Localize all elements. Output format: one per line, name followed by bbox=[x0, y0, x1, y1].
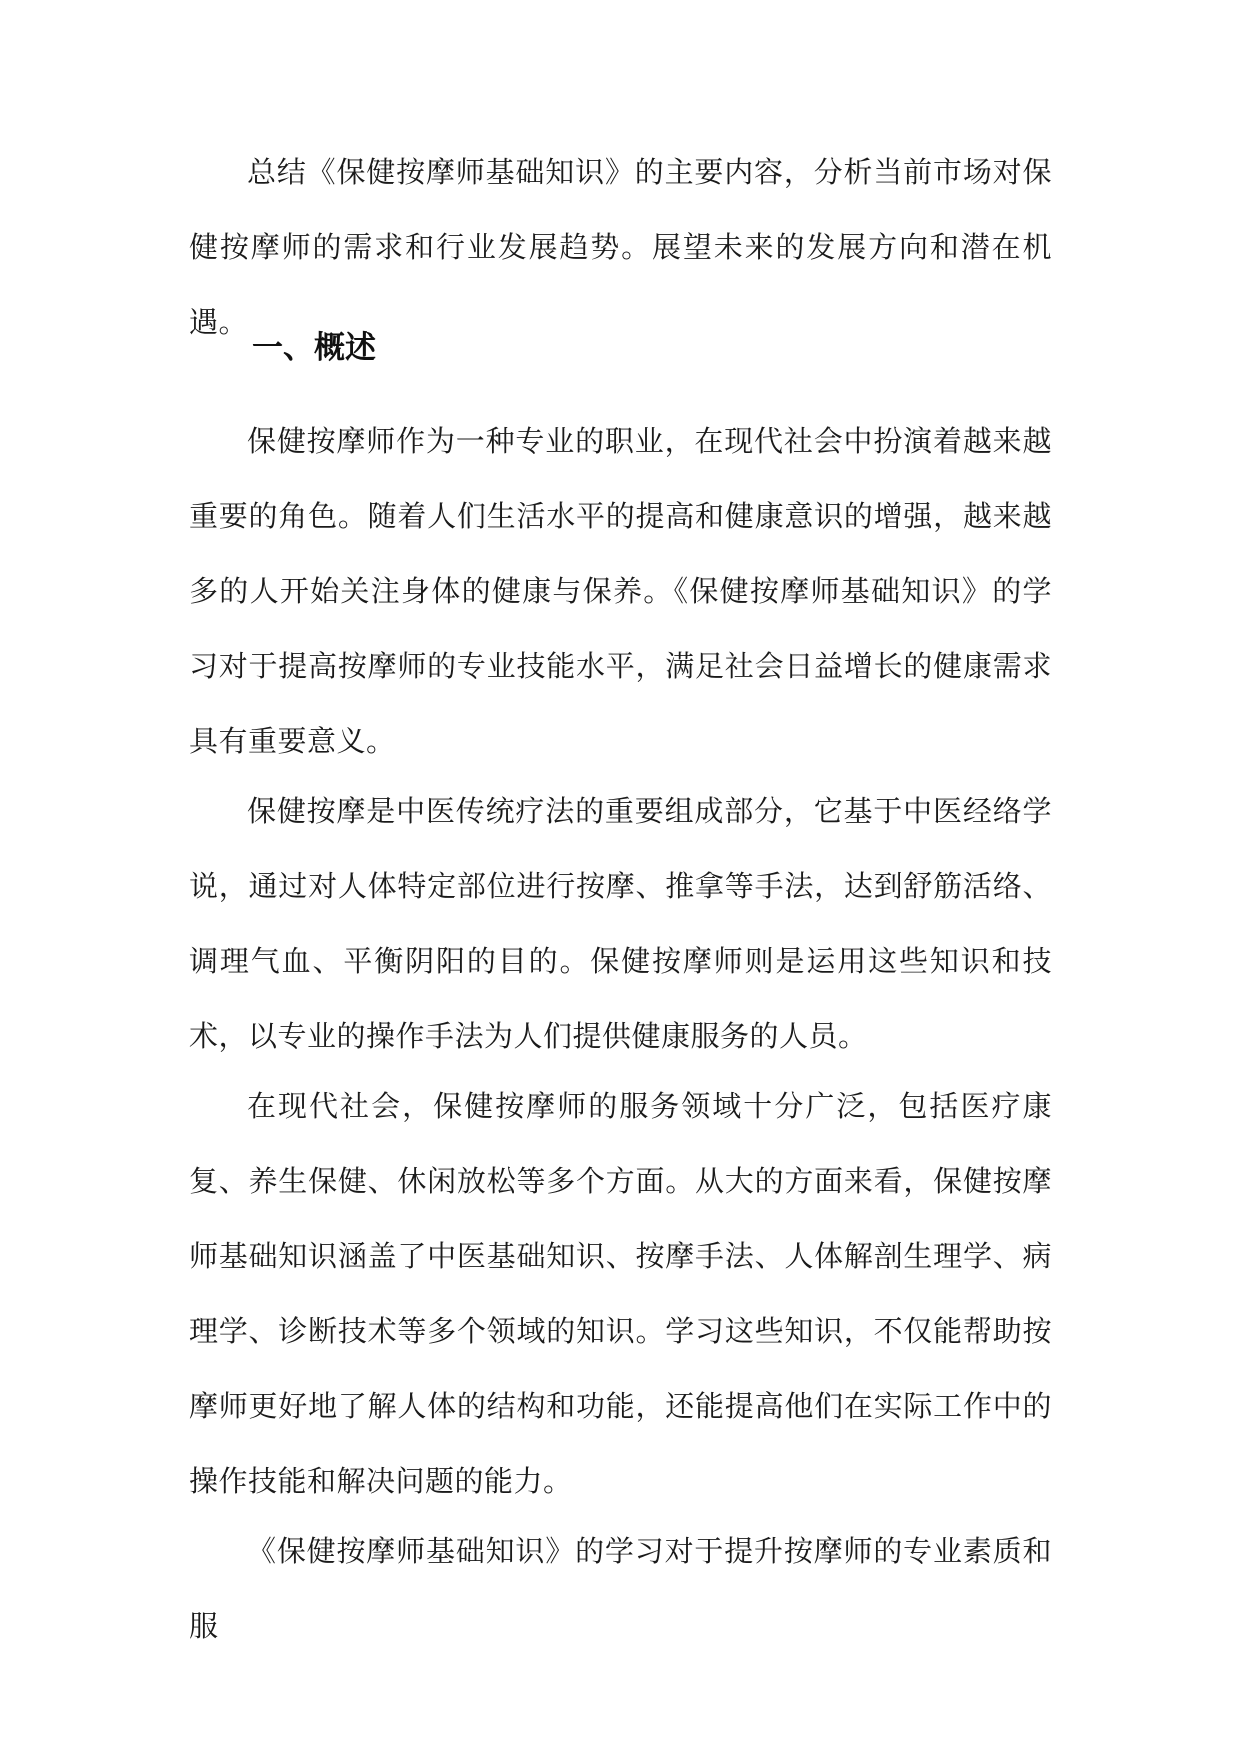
body-paragraph: 保健按摩师作为一种专业的职业，在现代社会中扮演着越来越重要的角色。随着人们生活水平的提高和健康意识的增强，越来越多的人开始关注身体的健康与保养。《保健按摩师基础知识》的学习对于提高按摩师的专业技能水平，满足社会日益增长的健康需求具有重要意义。 bbox=[189, 424, 1052, 758]
section-heading-overview: 一、概述 bbox=[252, 330, 376, 366]
intro-paragraph: 总结《保健按摩师基础知识》的主要内容，分析当前市场对保健按摩师的需求和行业发展趋势。展望未来的发展方向和潜在机遇。 bbox=[189, 155, 1052, 339]
body-paragraph: 保健按摩是中医传统疗法的重要组成部分，它基于中医经络学说，通过对人体特定部位进行按摩、推拿等手法，达到舒筋活络、调理气血、平衡阴阳的目的。保健按摩师则是运用这些知识和技术，以专业的操作手法为人们提供健康服务的人员。 bbox=[189, 794, 1052, 1053]
body-paragraph: 在现代社会，保健按摩师的服务领域十分广泛，包括医疗康复、养生保健、休闲放松等多个方面。从大的方面来看，保健按摩师基础知识涵盖了中医基础知识、按摩手法、人体解剖生理学、病理学、诊断技术等多个领域的知识。学习这些知识，不仅能帮助按摩师更好地了解人体的结构和功能，还能提高他们在实际工作中的操作技能和解决问题的能力。 bbox=[189, 1089, 1052, 1498]
body-paragraph-truncated: 《保健按摩师基础知识》的学习对于提升按摩师的专业素质和服 bbox=[189, 1534, 1052, 1643]
